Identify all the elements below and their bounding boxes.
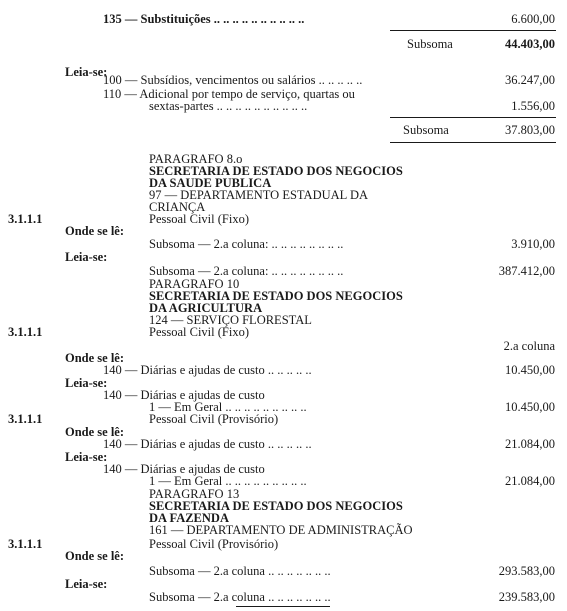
rule-bottom-2 [390, 142, 556, 143]
line-140-diarias-c: 140 — Diárias e ajudas de custo .. .. .. .. .. [103, 437, 312, 451]
value-100: 36.247,00 [505, 73, 555, 87]
leia-se-3: Leia-se: [65, 376, 108, 390]
onde-se-le-c: Onde se lê: [65, 425, 125, 439]
subsoma-2a-coluna-a: Subsoma — 2.a coluna: .. .. .. .. .. .. .. .. [149, 237, 344, 251]
pessoal-civil-fixo-a: Pessoal Civil (Fixo) [149, 212, 250, 226]
value-140-a: 10.450,00 [505, 363, 555, 377]
leia-se-5: Leia-se: [65, 577, 108, 591]
onde-se-le-a: Onde se lê: [65, 224, 125, 238]
line-140-diarias-a: 140 — Diárias e ajudas de custo .. .. .. .. .. [103, 363, 312, 377]
onde-se-le-d: Onde se lê: [65, 549, 125, 563]
em-geral-a: 1 — Em Geral .. .. .. .. .. .. .. .. .. [149, 400, 307, 414]
value-subsoma-b: 387.412,00 [498, 264, 555, 278]
code-3111-d: 3.1.1.1 [8, 537, 43, 551]
secretaria-saude: SECRETARIA DE ESTADO DOS NEGOCIOS [149, 164, 403, 178]
dept-administracao: 161 — DEPARTAMENTO DE ADMINISTRAÇÃO [149, 523, 413, 537]
da-fazenda: DA FAZENDA [149, 511, 229, 525]
da-saude-publica: DA SAUDE PUBLICA [149, 176, 272, 190]
rule-top-2 [390, 117, 556, 118]
leia-se-2: Leia-se: [65, 250, 108, 264]
leia-se-4: Leia-se: [65, 450, 108, 464]
subsoma-label-2: Subsoma [403, 123, 449, 137]
value-subsoma-c: 293.583,00 [498, 564, 555, 578]
value-em-geral-a: 10.450,00 [505, 400, 555, 414]
value-140-c: 21.084,00 [505, 437, 555, 451]
subsoma-2a-coluna-b: Subsoma — 2.a coluna: .. .. .. .. .. .. .. .. [149, 264, 344, 278]
subsoma-2a-coluna-d: Subsoma — 2.a coluna .. .. .. .. .. .. .. [149, 590, 331, 604]
pessoal-civil-provisorio-b: Pessoal Civil (Provisório) [149, 537, 279, 551]
paragrafo-10: PARAGRAFO 10 [149, 277, 240, 291]
line-100-subsidios: 100 — Subsídios, vencimentos ou salários .. .. .. .. .. [103, 73, 363, 87]
pessoal-civil-fixo-b: Pessoal Civil (Fixo) [149, 325, 250, 339]
value-em-geral-b: 21.084,00 [505, 474, 555, 488]
secretaria-fazenda: SECRETARIA DE ESTADO DOS NEGOCIOS [149, 499, 403, 513]
dept-estadual: 97 — DEPARTAMENTO ESTADUAL DA [149, 188, 369, 202]
leia-se-1: Leia-se: [65, 65, 108, 79]
da-agricultura: DA AGRICULTURA [149, 301, 263, 315]
line-140-diarias-b: 140 — Diárias e ajudas de custo [103, 388, 265, 402]
code-3111-b: 3.1.1.1 [8, 325, 43, 339]
line-110-sextas: sextas-partes .. .. .. .. .. .. .. .. .. .. [149, 99, 308, 113]
line-140-diarias-d: 140 — Diárias e ajudas de custo [103, 462, 265, 476]
secretaria-agricultura: SECRETARIA DE ESTADO DOS NEGOCIOS [149, 289, 403, 303]
subsoma-label-1: Subsoma [407, 37, 453, 51]
segunda-coluna-header: 2.a coluna [503, 339, 555, 353]
subsoma-2a-coluna-c: Subsoma — 2.a coluna .. .. .. .. .. .. .. [149, 564, 331, 578]
servico-florestal: 124 — SERVIÇO FLORESTAL [149, 313, 312, 327]
paragrafo-13: PARAGRAFO 13 [149, 487, 240, 501]
code-3111-c: 3.1.1.1 [8, 412, 43, 426]
pessoal-civil-provisorio-a: Pessoal Civil (Provisório) [149, 412, 279, 426]
code-3111-a: 3.1.1.1 [8, 212, 43, 226]
value-subsoma-d: 239.583,00 [498, 590, 555, 604]
subsoma-value-2: 37.803,00 [505, 123, 555, 137]
subsoma-value-1: 44.403,00 [505, 37, 555, 51]
em-geral-b: 1 — Em Geral .. .. .. .. .. .. .. .. .. [149, 474, 307, 488]
crianca: CRIANÇA [149, 200, 206, 214]
closing-rule [236, 606, 330, 607]
value-subsoma-a: 3.910,00 [511, 237, 555, 251]
rule-top-1 [390, 30, 556, 31]
value-110: 1.556,00 [511, 99, 555, 113]
paragrafo-8: PARAGRAFO 8.o [149, 152, 243, 166]
line-135-substituicoes: 135 — Substituições .. .. .. .. .. .. .. .. .. .. [103, 12, 305, 26]
value-135: 6.600,00 [511, 12, 555, 26]
line-110-adicional: 110 — Adicional por tempo de serviço, quartas ou [103, 87, 355, 101]
onde-se-le-b: Onde se lê: [65, 351, 125, 365]
